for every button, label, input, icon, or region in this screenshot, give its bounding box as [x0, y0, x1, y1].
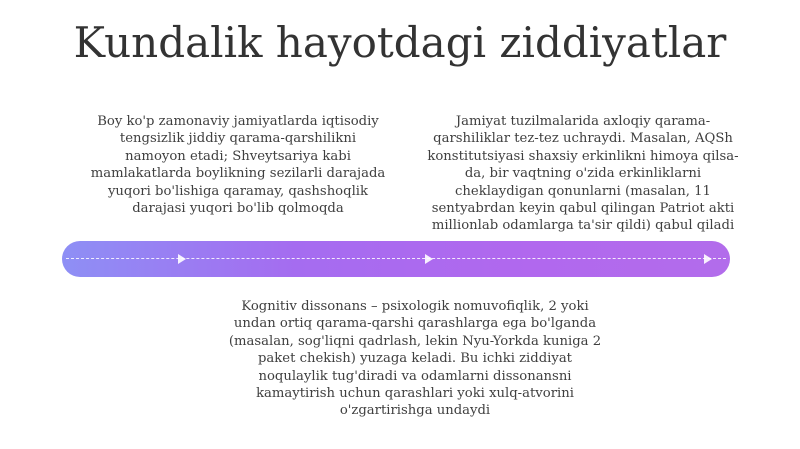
timeline-arrow-icon: [704, 254, 712, 264]
text-block-cognitive-dissonance: Kognitiv dissonans – psixologik nomuvofiqlik, 2 yoki undan ortiq qarama-qarshi qarashlarga ega bo'lganda (masalan, sog'liqni qadrlash, lekin Nyu-Yorkda kuniga 2 paket chekish) yuzaga keladi. Bu ichki ziddiyat noqulaylik tug'diradi va odamlarni dissonansni kamaytirish uchun qarashlari yoki xulq-atvorini o'zgartirishga undaydi: [228, 299, 602, 419]
timeline-dashed-line: [66, 258, 726, 261]
timeline-arrow-icon: [178, 254, 186, 264]
text-block-economic-inequality: Boy ko'p zamonaviy jamiyatlarda iqtisodiy tengsizlik jiddiy qarama-qarshilikni namoyon etadi; Shveytsariya kabi mamlakatlarda boylikning sezilarli darajada yuqori bo'lishiga qaramay, qashshoqlik darajasi yuqori bo'lib qolmoqda: [90, 114, 386, 217]
text-block-moral-contradictions: Jamiyat tuzilmalarida axloqiy qarama-qarshiliklar tez-tez uchraydi. Masalan, AQSh konstitutsiyasi shaxsiy erkinlikni himoya qilsa-da, bir vaqtning o'zida erkinliklarni cheklaydigan qonunlarni (masalan, 11 sentyabrdan keyin qabul qilingan Patriot akti millionlab odamlarga ta'sir qildi) qabul qiladi: [427, 114, 739, 234]
page-title: Kundalik hayotdagi ziddiyatlar: [73, 18, 727, 67]
timeline-arrow-icon: [425, 254, 433, 264]
